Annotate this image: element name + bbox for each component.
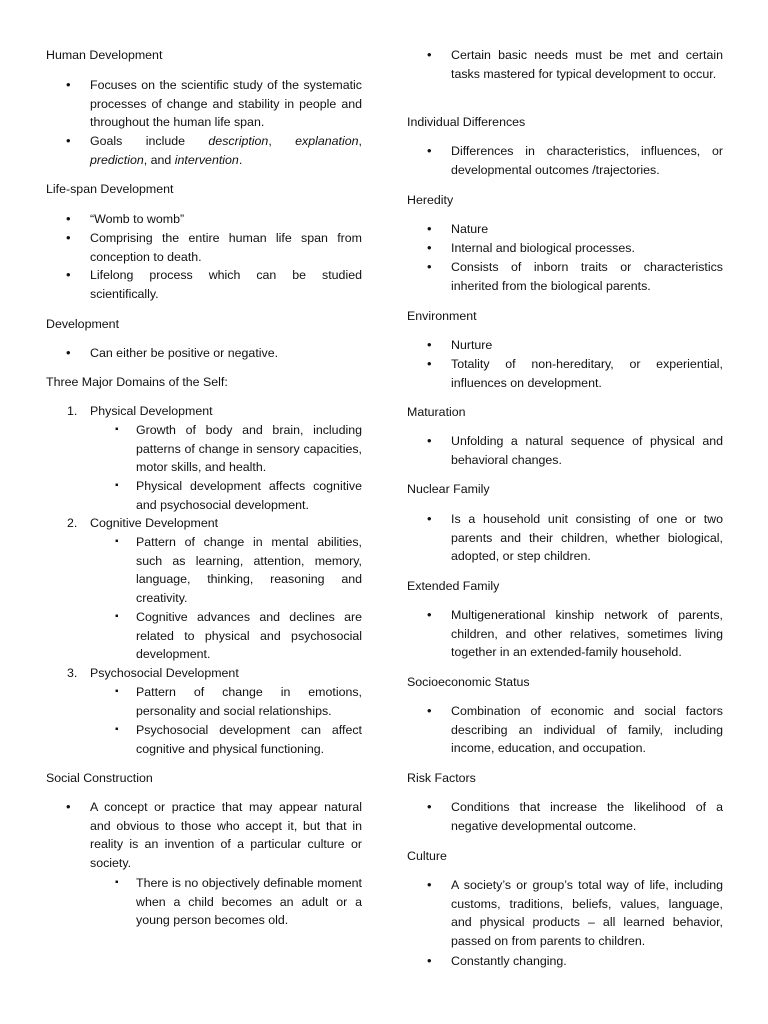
bullet-way-of-life: • A society’s or group’s total way of life, including customs, traditions, beliefs, values, language, and physical products – all learned behavior, passed on from parents to children. — [451, 876, 723, 950]
sub-bullet-psychosocial-affects: ▪ Psychosocial development can affect cognitive and physical functioning. — [136, 721, 362, 758]
domain-title-cognitive: Cognitive Development — [90, 516, 219, 530]
heading-risk-factors: Risk Factors — [407, 771, 476, 785]
bullet-human-development-focus: • Focuses on the scientific study of the systematic processes of change and stability in people and throughout the human life span. — [90, 76, 362, 132]
bullet-positive-negative: • Can either be positive or negative. — [90, 344, 362, 363]
sub-bullet-cognitive-advances: ▪ Cognitive advances and declines are related to physical and psychosocial development. — [136, 608, 362, 664]
heading-social-construction: Social Construction — [46, 771, 153, 785]
bullet-differences: • Differences in characteristics, influences, or developmental outcomes /trajectories. — [451, 142, 723, 179]
goal-intervention: intervention — [174, 152, 239, 167]
heading-life-span-development: Life-span Development — [46, 182, 174, 196]
goal-explanation: explanation — [295, 134, 359, 148]
goals-text-1: Goals include — [90, 134, 209, 148]
sub-bullet-physical-affects: ▪ Physical development affects cognitive and psychosocial development. — [136, 477, 362, 514]
heading-environment: Environment — [407, 309, 477, 323]
bullet-basic-needs: • Certain basic needs must be met and certain tasks mastered for typical development to occur. — [451, 46, 723, 83]
bullet-inborn-traits: • Consists of inborn traits or characteristics inherited from the biological parents. — [451, 258, 723, 295]
bullet-internal-biological: • Internal and biological processes. — [451, 239, 723, 258]
heading-maturation: Maturation — [407, 405, 466, 419]
goal-prediction: prediction — [90, 152, 144, 167]
sub-bullet-cognitive-pattern: ▪ Pattern of change in mental abilities, such as learning, attention, memory, language, thinking, reasoning and creativity. — [136, 533, 362, 607]
heading-culture: Culture — [407, 849, 447, 863]
heading-human-development: Human Development — [46, 48, 163, 62]
bullet-constantly-changing: • Constantly changing. — [451, 952, 723, 971]
heading-socioeconomic-status: Socioeconomic Status — [407, 675, 530, 689]
bullet-nature: • Nature — [451, 220, 723, 239]
goal-description: description — [208, 134, 269, 148]
domain-title-physical: Physical Development — [90, 404, 213, 418]
goals-text-4: , and — [143, 152, 175, 167]
sub-bullet-psychosocial-pattern: ▪ Pattern of change in emotions, personality and social relationships. — [136, 683, 362, 720]
bullet-social-construction-concept: • A concept or practice that may appear natural and obvious to those who accept it, but that in reality is an invention of a particular culture or society. — [90, 798, 362, 872]
heading-heredity: Heredity — [407, 193, 454, 207]
bullet-multigenerational: • Multigenerational kinship network of parents, children, and other relatives, sometimes living together in an extended-family household. — [451, 606, 723, 662]
goals-text-3: , — [358, 134, 362, 148]
goals-text-2: , — [268, 134, 296, 148]
bullet-household-unit: • Is a household unit consisting of one or two parents and their children, whether biological, adopted, or step children. — [451, 510, 723, 566]
heading-development: Development — [46, 317, 120, 331]
heading-nuclear-family: Nuclear Family — [407, 482, 490, 496]
heading-extended-family: Extended Family — [407, 579, 500, 593]
bullet-human-development-goals — [90, 132, 362, 169]
bullet-unfolding: • Unfolding a natural sequence of physical and behavioral changes. — [451, 432, 723, 469]
heading-three-domains: Three Major Domains of the Self: — [46, 375, 228, 389]
bullet-nurture: • Nurture — [451, 336, 723, 355]
sub-bullet-no-definable-moment: ▪ There is no objectively definable moment when a child becomes an adult or a young person becomes old. — [136, 874, 362, 930]
bullet-totality: • Totality of non-hereditary, or experiential, influences on development. — [451, 355, 723, 392]
sub-bullet-physical-growth: ▪ Growth of body and brain, including patterns of change in sensory capacities, motor skills, and health. — [136, 421, 362, 477]
bullet-womb-to-womb: • “Womb to womb” — [90, 210, 362, 229]
domain-number-2: 2. — [67, 516, 78, 530]
bullet-lifelong-process: • Lifelong process which can be studied scientifically. — [90, 266, 362, 303]
bullet-entire-life-span: • Comprising the entire human life span from conception to death. — [90, 229, 362, 266]
heading-individual-differences: Individual Differences — [407, 115, 526, 129]
goals-text-5: . — [238, 152, 243, 167]
domain-title-psychosocial: Psychosocial Development — [90, 666, 239, 680]
bullet-combination: • Combination of economic and social factors describing an individual of family, including income, education, and occupation. — [451, 702, 723, 758]
domain-number-1: 1. — [67, 404, 78, 418]
bullet-conditions: • Conditions that increase the likelihood of a negative developmental outcome. — [451, 798, 723, 835]
domain-number-3: 3. — [67, 666, 78, 680]
